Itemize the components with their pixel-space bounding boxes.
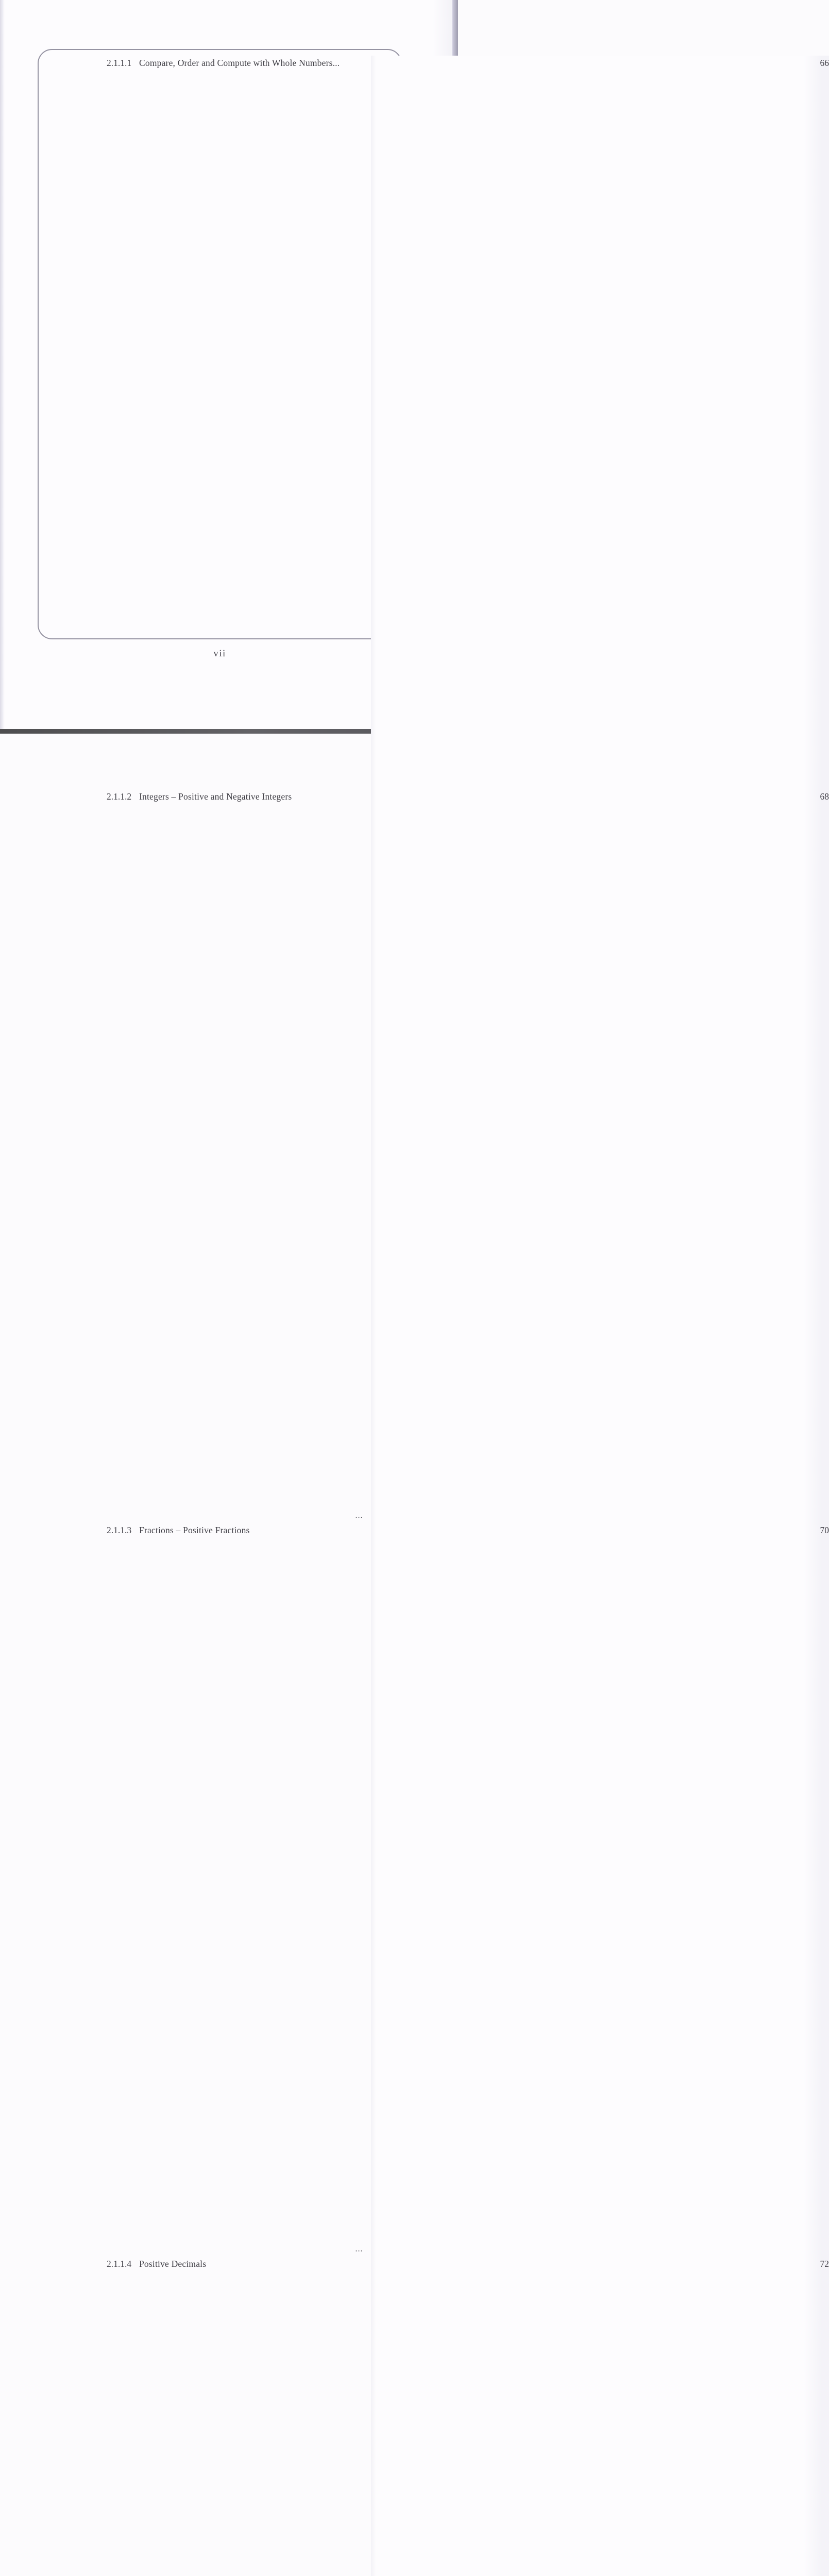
toc-entry-title: Integers – Positive and Negative Integers <box>139 791 292 802</box>
toc-entry-title: Compare, Order and Compute with Whole Numbers... <box>139 58 340 68</box>
toc-entry-page: 72 <box>371 2257 829 2576</box>
toc-entry <box>107 1523 829 2257</box>
toc-entry-dots: ... <box>355 1511 363 1520</box>
toc-entry-page: 70 <box>371 1523 829 2257</box>
toc-entry <box>107 2257 829 2576</box>
toc-entry-title: Positive Decimals <box>139 2259 207 2269</box>
toc-entry-dots: ... <box>355 2245 363 2253</box>
toc-entry-page: 66 <box>371 56 829 789</box>
toc-entry <box>107 56 829 789</box>
scan-edge-left <box>0 0 4 734</box>
toc-entry <box>107 789 829 1523</box>
toc-entry-page: 68 <box>371 789 829 1523</box>
toc-entry-number: 2.1.1.4 <box>107 2259 132 2269</box>
toc-entry-title: Fractions – Positive Fractions <box>139 1525 250 1535</box>
page-number-footer: vii <box>213 648 226 659</box>
toc-entry-number: 2.1.1.2 <box>107 791 132 802</box>
toc-entry-number: 2.1.1.3 <box>107 1525 132 1535</box>
toc-entry-number: 2.1.1.1 <box>107 58 132 68</box>
